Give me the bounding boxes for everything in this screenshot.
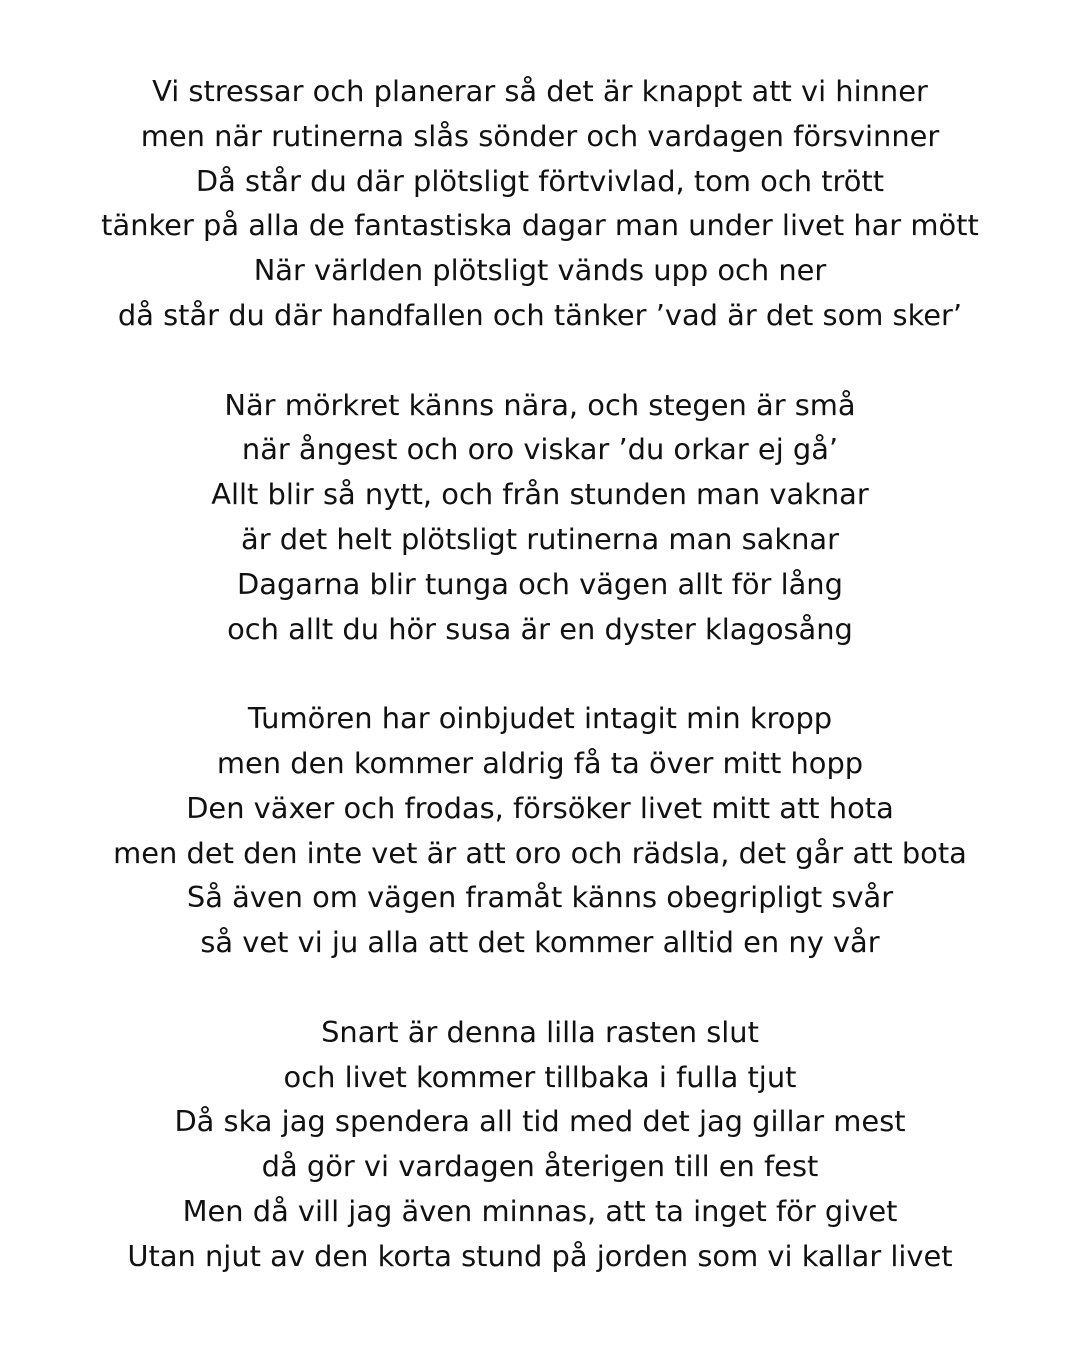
poem bbox=[0, 69, 1080, 1323]
poem-line: Tumören har oinbjudet intagit min kropp bbox=[247, 701, 833, 736]
poem-line: Vi stressar och planerar så det är knappt att vi hinner bbox=[152, 74, 928, 108]
poem-line: är det helt plötsligt rutinerna man saknar bbox=[241, 521, 839, 556]
poem-line: Då står du där plötsligt förtvivlad, tom och trött bbox=[195, 163, 885, 198]
poem-line: men det den inte vet är att oro och rädsla, det går att bota bbox=[113, 835, 967, 870]
stanza-2 bbox=[0, 383, 1080, 652]
poem-line: När världen plötsligt vänds upp och ner bbox=[253, 253, 827, 288]
poem-line: Dagarna blir tunga och vägen allt för lång bbox=[237, 566, 843, 601]
stanza-3 bbox=[0, 696, 1080, 965]
poem-line: När mörkret känns nära, och stegen är små bbox=[224, 387, 856, 422]
poem-line: men när rutinerna slås sönder och vardagen försvinner bbox=[140, 118, 940, 153]
poem-line: Då ska jag spendera all tid med det jag gillar mest bbox=[174, 1104, 906, 1139]
poem-line: Men då vill jag även minnas, att ta inget för givet bbox=[182, 1193, 898, 1228]
stanza-1 bbox=[0, 69, 1080, 338]
poem-line: men den kommer aldrig få ta över mitt hopp bbox=[216, 745, 864, 780]
stanza-4 bbox=[0, 1010, 1080, 1279]
poem-line: Den växer och frodas, försöker livet mitt att hota bbox=[186, 790, 894, 825]
poem-line: och allt du hör susa är en dyster klagosång bbox=[227, 611, 853, 646]
poem-line: Så även om vägen framåt känns obegripligt svår bbox=[186, 880, 894, 915]
poem-line: tänker på alla de fantastiska dagar man under livet har mött bbox=[101, 208, 979, 243]
poem-line: när ångest och oro viskar ’du orkar ej gå’ bbox=[241, 432, 839, 467]
poem-line: då gör vi vardagen återigen till en fest bbox=[261, 1149, 819, 1184]
poem-line: Snart är denna lilla rasten slut bbox=[321, 1014, 759, 1049]
poem-line: Utan njut av den korta stund på jorden som vi kallar livet bbox=[127, 1238, 953, 1273]
poem-line: då står du där handfallen och tänker ’vad är det som sker’ bbox=[117, 297, 963, 332]
poem-line: och livet kommer tillbaka i fulla tjut bbox=[283, 1059, 797, 1094]
poem-line: så vet vi ju alla att det kommer alltid en ny vår bbox=[200, 925, 880, 960]
poem-line: Allt blir så nytt, och från stunden man vaknar bbox=[211, 477, 869, 512]
